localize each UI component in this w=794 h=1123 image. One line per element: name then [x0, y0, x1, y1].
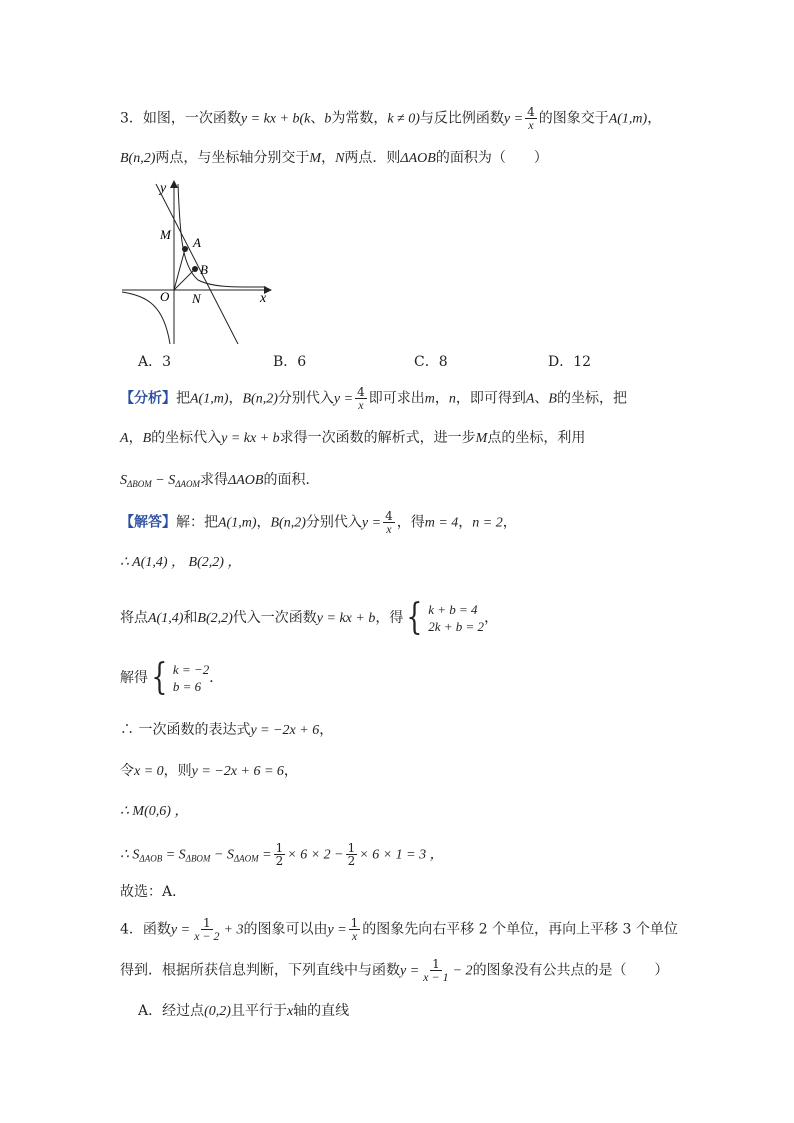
label-A: A: [193, 235, 201, 250]
choice-c[interactable]: C．8: [414, 354, 448, 370]
q3-choices: [138, 352, 591, 372]
label-O: O: [160, 289, 170, 304]
hyperbola-branch-right: [178, 184, 266, 287]
point-B: [192, 266, 198, 272]
fraction: $\frac{4}{x}$: [527, 105, 535, 132]
solution-line-1: 【解答】解：把A(1,m)，B(n,2)分别代入y = $\frac{4}{x}$ ，得m = 4，n = 2，: [120, 509, 517, 536]
linear-function-line: [156, 184, 238, 344]
analysis-line-1: 【分析】把A(1,m)，B(n,2)分别代入y = $\frac{4}{x}$ 即可求出m，n，即可得到A、B的坐标，把: [120, 385, 627, 412]
solution-line-4: 解得 { k = −2 b = 6 ．: [120, 657, 224, 698]
q3-line-1: 3．如图，一次函数y = kx + b(k、b为常数，k ≠ 0)与反比例函数y = $\frac{4}{x}$ 的图象交于A(1,m)，: [120, 105, 662, 132]
solution-system: { k = −2 b = 6: [151, 657, 210, 698]
solution-line-6: 令x = 0，则y = −2x + 6 = 6，: [120, 763, 298, 779]
solution-line-5: ∴ 一次函数的表达式y = −2x + 6，: [120, 722, 334, 738]
q4-line-1: 4．函数y = $\frac{1}{x - 2}$ + 3的图象可以由y = $\frac{1}{x}$ 的图象先向右平移 2 个单位，再向上平移 3 个单位: [120, 916, 678, 943]
solution-tag: 【解答】: [120, 514, 176, 531]
label-x: x: [260, 291, 267, 306]
q3-number: 3．: [120, 110, 143, 127]
equation-system: { k + b = 4 2k + b = 2: [406, 597, 485, 638]
choice-d[interactable]: D．12: [548, 354, 592, 370]
analysis-tag: 【分析】: [120, 390, 176, 407]
solution-line-9: 故选：A．: [120, 884, 187, 900]
label-M: M: [160, 227, 171, 242]
label-y: y: [160, 181, 167, 196]
solution-line-8: ∴ $S_{\Delta AOB} = S_{\Delta BOM} - S_{\Delta AOM}$ = $\frac{1}{2}$ × 6 × 2 − $\frac{1}{2}$ × 6 × 1 = 3 ，: [120, 841, 444, 868]
analysis-line-2: A，B的坐标代入y = kx + b求得一次函数的解析式，进一步M点的坐标，利用: [120, 430, 586, 446]
point-A: [182, 246, 188, 252]
q4-line-2: 得到．根据所获信息判断，下列直线中与函数y = $\frac{1}{x - 1}$ − 2的图象没有公共点的是（ ）: [120, 957, 669, 984]
q4-number: 4．: [120, 921, 143, 938]
solution-line-3: 将点A(1,4)和B(2,2)代入一次函数y = kx + b，得 { k + b = 4 2k + b = 2 ，: [120, 597, 499, 638]
label-B: B: [200, 262, 208, 277]
q3-line-2: B(n,2)两点，与坐标轴分别交于M，N两点．则ΔAOB的面积为（ ）: [120, 150, 548, 166]
solution-line-7: ∴ M(0,6) ，: [120, 804, 189, 819]
q4-option-a[interactable]: A．经过点(0,2)且平行于x轴的直线: [138, 1003, 350, 1019]
function-graph-figure: [118, 176, 278, 346]
choice-b[interactable]: B．6: [273, 354, 307, 370]
label-N: N: [192, 291, 201, 306]
analysis-line-3: $S_{\Delta BOM} - S_{\Delta AOM}$求得ΔAOB的面积．: [120, 472, 320, 489]
choice-a[interactable]: A．3: [138, 354, 172, 370]
solution-line-2: ∴ A(1,4) ， B(2,2) ，: [120, 555, 242, 570]
